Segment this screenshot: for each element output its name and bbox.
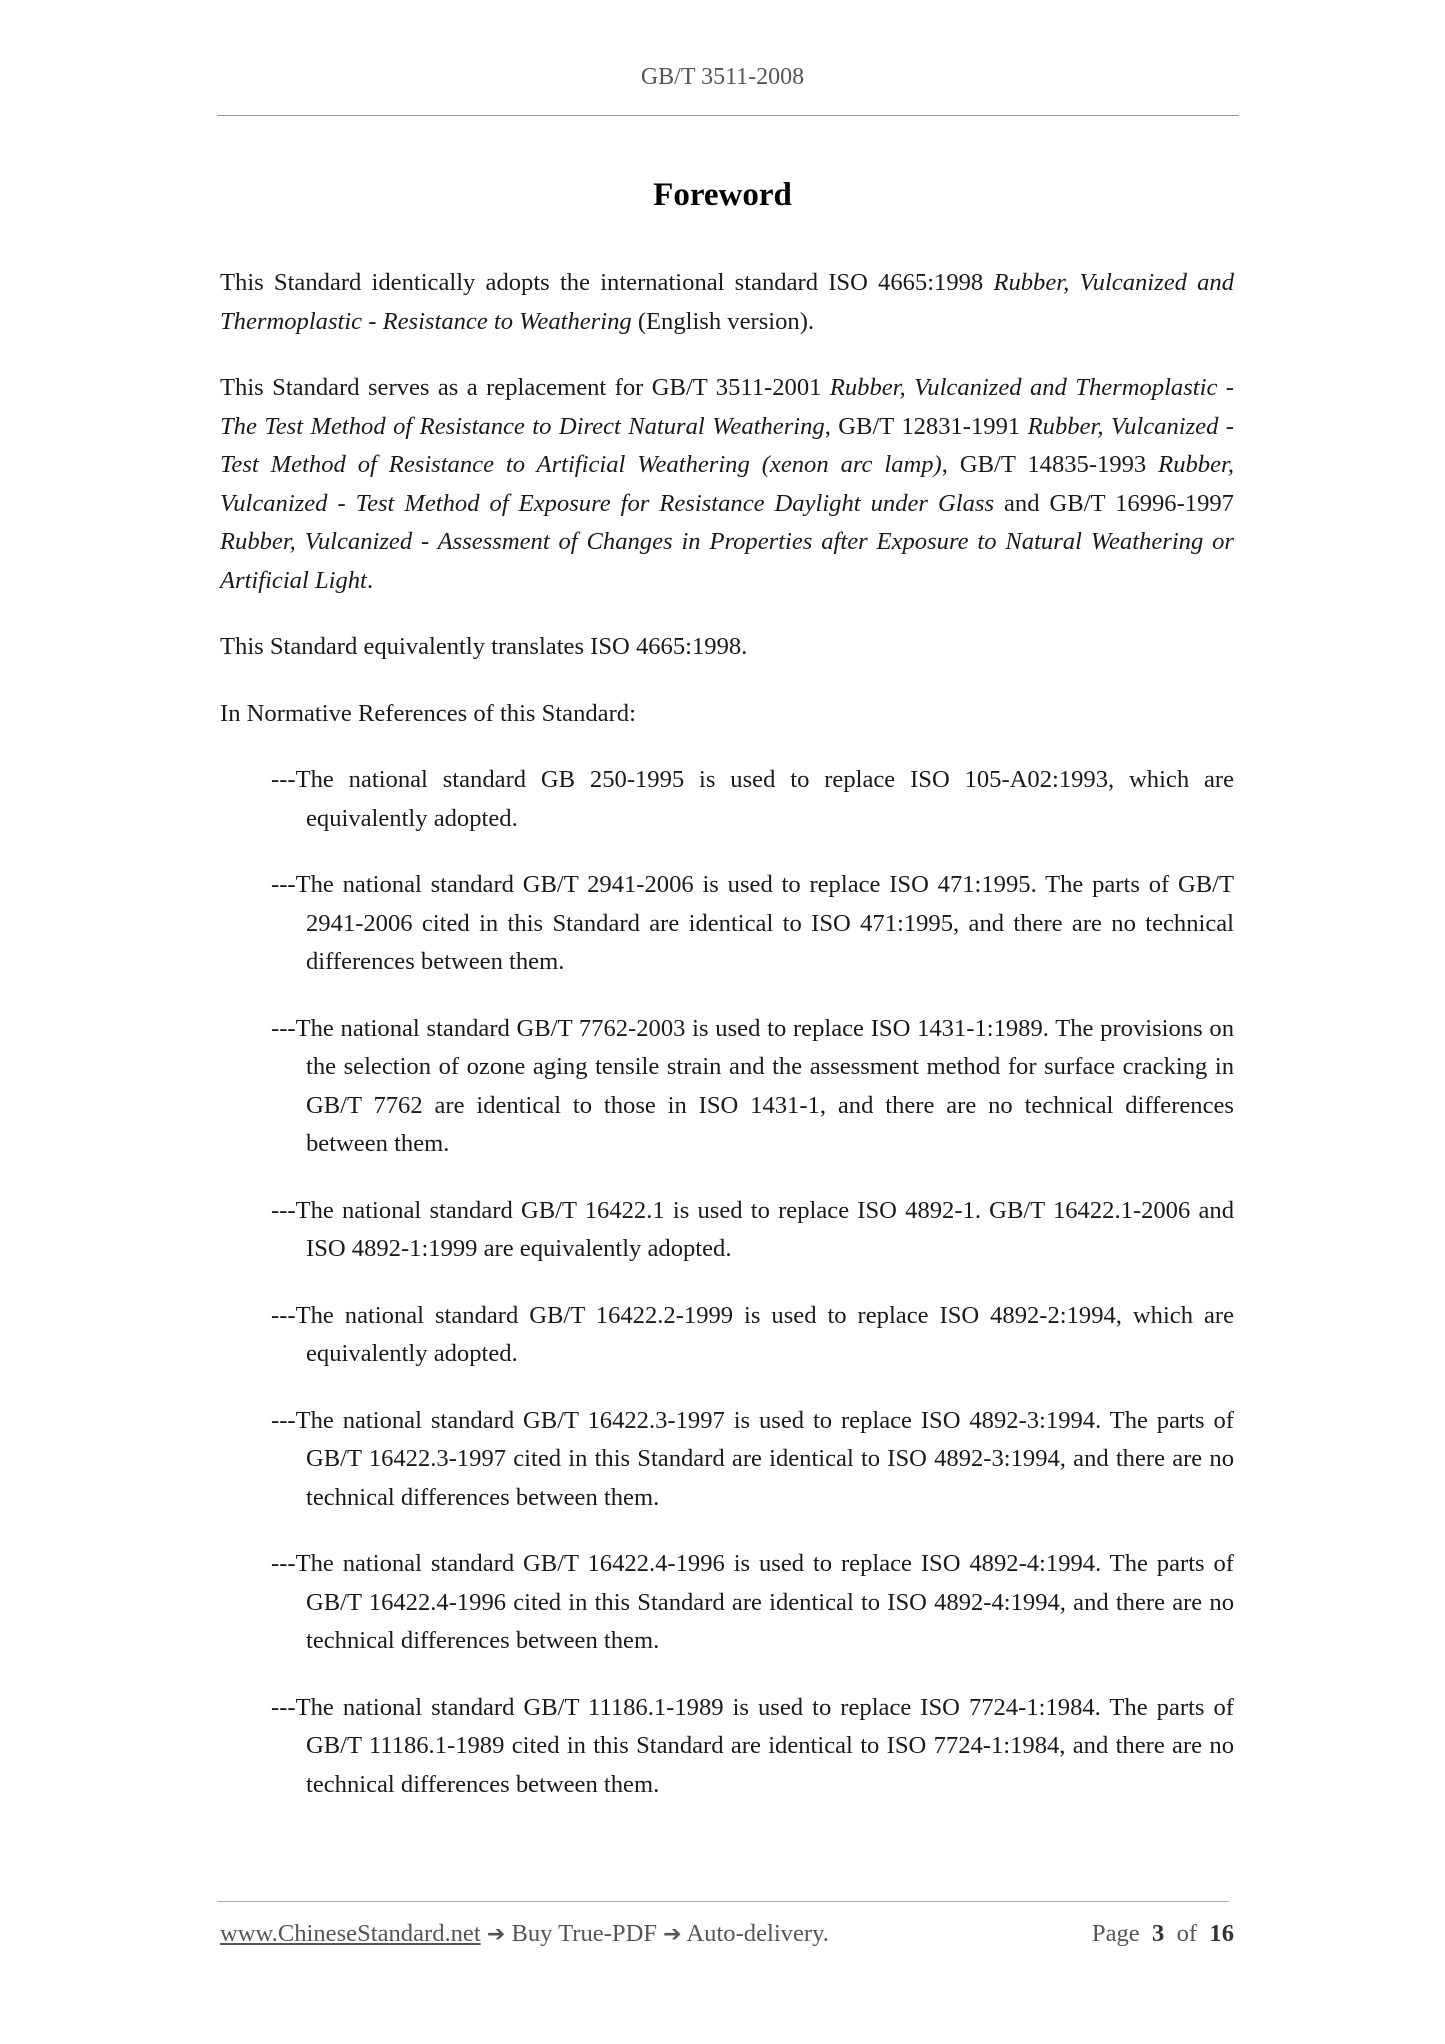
reference-item: ---The national standard GB/T 16422.2-1999 is used to replace ISO 4892-2:1994, which are equivalently adopted.	[271, 1301, 1234, 1367]
paragraph-normative-intro: In Normative References of this Standard:	[220, 699, 636, 727]
page-number	[1092, 1920, 1234, 1948]
standard-title-italic: Rubber, Vulcanized and Thermoplastic - The Test Method of Resistance to Direct Natural Weathering	[220, 374, 1234, 440]
paragraph-translation: This Standard equivalently translates ISO 4665:1998.	[220, 633, 748, 660]
of-word: of	[1176, 1920, 1198, 1947]
standard-title-italic: Rubber, Vulcanized - Test Method of Exposure for Resistance Daylight under Glass	[220, 451, 1234, 517]
arrow-right-icon: ➔	[486, 1922, 506, 1947]
delivery-text: Auto-delivery.	[686, 1920, 829, 1947]
paragraph-adoption	[220, 264, 1234, 341]
reference-item: ---The national standard GB/T 2941-2006 is used to replace ISO 471:1995. The parts of GB/T 2941-2006 cited in this Standard are identical to ISO 471:1995, and there are no technical differences between them.	[271, 871, 1234, 975]
reference-item: ---The national standard GB/T 7762-2003 is used to replace ISO 1431-1:1989. The provisions on the selection of ozone aging tensile strain and the assessment method for surface cracking in GB/T 7762 are identical to those in ISO 1431-1, and there are no technical differences between them.	[271, 1014, 1234, 1157]
text-run: This Standard identically adopts the international standard ISO 4665:1998	[220, 269, 994, 296]
buy-text: Buy True-PDF	[511, 1920, 658, 1947]
reference-item: ---The national standard GB/T 16422.1 is used to replace ISO 4892-1. GB/T 16422.1-2006 and ISO 4892-1:1999 are equivalently adopted.	[271, 1196, 1234, 1262]
page-word: Page	[1091, 1920, 1140, 1947]
text-run: , GB/T 12831-1991	[824, 412, 1028, 440]
text-run: , GB/T 14835-1993	[941, 451, 1159, 478]
site-link[interactable]: www.ChineseStandard.net	[220, 1920, 481, 1947]
document-body	[220, 264, 1234, 1832]
text-run: This Standard serves as a replacement for GB/T 3511-2001	[220, 374, 830, 401]
paragraph-replacement	[220, 369, 1234, 600]
page-title: Foreword	[653, 177, 792, 213]
standard-title-italic: Rubber, Vulcanized - Test Method of Resistance to Artificial Weathering (xenon arc lamp)	[220, 412, 1234, 478]
arrow-right-icon: ➔	[663, 1922, 682, 1947]
page-total: 16	[1209, 1920, 1234, 1947]
standard-title-italic: Rubber, Vulcanized and Thermoplastic - Resistance to Weathering	[220, 269, 1234, 335]
reference-item: ---The national standard GB 250-1995 is used to replace ISO 105-A02:1993, which are equivalently adopted.	[271, 766, 1234, 832]
header-divider	[217, 115, 1239, 116]
reference-item: ---The national standard GB/T 11186.1-1989 is used to replace ISO 7724-1:1984. The parts of GB/T 11186.1-1989 cited in this Standard are identical to ISO 7724-1:1984, and there are no technical differences between them.	[271, 1693, 1234, 1798]
reference-item: ---The national standard GB/T 16422.3-1997 is used to replace ISO 4892-3:1994. The parts of GB/T 16422.3-1997 cited in this Standard are identical to ISO 4892-3:1994, and there are no technical differences between them.	[271, 1406, 1234, 1511]
page-current: 3	[1152, 1920, 1165, 1947]
footer-divider	[217, 1901, 1229, 1902]
text-run: (English version).	[631, 307, 815, 335]
standard-code: GB/T 3511-2008	[640, 64, 805, 90]
text-run: and GB/T 16996-1997	[994, 489, 1234, 517]
page-header	[0, 64, 1445, 91]
standard-title-italic: Rubber, Vulcanized - Assessment of Changes in Properties after Exposure to Natural Weathering or Artificial Light	[220, 528, 1234, 594]
text-run: .	[366, 566, 374, 594]
footer-promo	[220, 1920, 829, 1948]
reference-item: ---The national standard GB/T 16422.4-1996 is used to replace ISO 4892-4:1994. The parts of GB/T 16422.4-1996 cited in this Standard are identical to ISO 4892-4:1994, and there are no technical differences between them.	[271, 1550, 1234, 1654]
